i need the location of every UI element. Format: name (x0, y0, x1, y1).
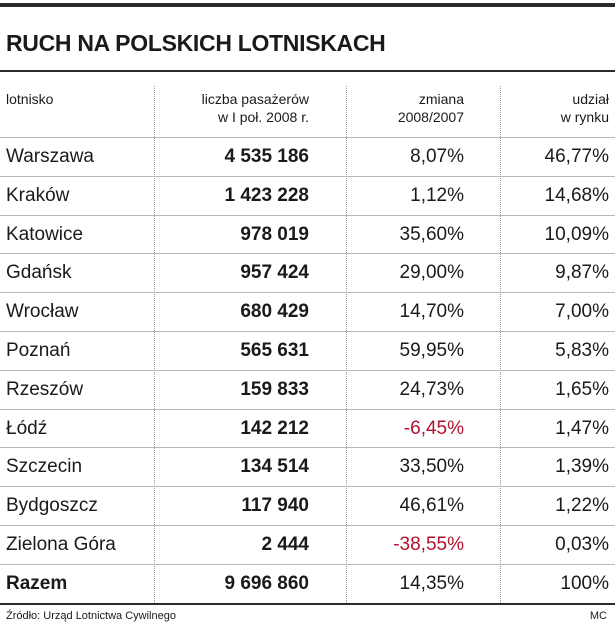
passengers-cell: 680 429 (240, 301, 309, 323)
table-row (0, 215, 615, 254)
table-row (0, 176, 615, 215)
data-table (0, 137, 615, 603)
header-passengers: liczba pasażerów w I poł. 2008 r. (201, 91, 309, 125)
change-cell: 33,50% (399, 456, 464, 478)
share-cell: 1,65% (555, 378, 609, 400)
table-row (0, 137, 615, 176)
airport-cell: Razem (6, 572, 68, 594)
table-row (0, 409, 615, 448)
airport-cell: Warszawa (6, 146, 94, 167)
passengers-cell: 2 444 (261, 533, 309, 555)
header-change: zmiana 2008/2007 (397, 91, 464, 125)
title-rule (0, 70, 615, 72)
change-cell: 14,70% (399, 301, 464, 323)
airport-cell: Katowice (6, 223, 84, 245)
table-row (0, 331, 615, 370)
top-rule (0, 3, 615, 7)
share-cell: 10,09% (544, 223, 609, 245)
author-credit: MC (589, 610, 607, 622)
table-row (0, 447, 615, 486)
airport-cell: Łódź (6, 417, 48, 439)
passengers-cell: 134 514 (240, 456, 309, 478)
passengers-cell: 978 019 (240, 223, 309, 245)
airport-cell: Bydgoszcz (6, 495, 98, 517)
airport-cell: Rzeszów (6, 378, 84, 400)
airport-cell: Szczecin (6, 456, 83, 478)
share-cell: 1,47% (555, 417, 609, 439)
change-cell: 8,07% (410, 146, 464, 167)
change-cell: 59,95% (399, 339, 464, 361)
header-share: udział w rynku (560, 91, 609, 125)
airport-cell: Gdańsk (6, 262, 72, 284)
change-cell: 1,12% (410, 184, 464, 206)
share-cell: 100% (560, 572, 609, 594)
table-row (0, 486, 615, 525)
source-note: Źródło: Urząd Lotnictwa Cywilnego (6, 610, 176, 622)
change-cell: 35,60% (399, 223, 464, 245)
share-cell: 14,68% (544, 184, 609, 206)
table-row (0, 253, 615, 292)
share-cell: 46,77% (544, 146, 609, 167)
change-cell: -6,45% (403, 417, 464, 439)
table-row (0, 370, 615, 409)
share-cell: 1,22% (555, 495, 609, 517)
change-cell: 29,00% (399, 262, 464, 284)
chart-title: RUCH NA POLSKICH LOTNISKACH (6, 30, 386, 56)
share-cell: 7,00% (555, 301, 609, 323)
passengers-cell: 565 631 (240, 339, 309, 361)
passengers-cell: 4 535 186 (224, 146, 309, 167)
passengers-cell: 142 212 (240, 417, 309, 439)
table-row (0, 292, 615, 331)
change-cell: 46,61% (399, 495, 464, 517)
change-cell: 14,35% (399, 572, 464, 594)
passengers-cell: 117 940 (241, 495, 309, 517)
bottom-rule (0, 603, 615, 605)
passengers-cell: 159 833 (240, 378, 309, 400)
passengers-cell: 957 424 (240, 262, 309, 284)
share-cell: 9,87% (555, 262, 609, 284)
airport-cell: Zielona Góra (6, 533, 116, 555)
change-cell: -38,55% (393, 533, 464, 555)
share-cell: 5,83% (555, 339, 609, 361)
change-cell: 24,73% (399, 378, 464, 400)
share-cell: 0,03% (555, 533, 609, 555)
table-row (0, 525, 615, 564)
passengers-cell: 1 423 228 (224, 184, 309, 206)
airport-cell: Kraków (6, 184, 70, 206)
header-airport: lotnisko (6, 91, 54, 107)
total-row (0, 564, 615, 603)
airport-cell: Wrocław (6, 301, 79, 323)
share-cell: 1,39% (555, 456, 609, 478)
airport-cell: Poznań (6, 339, 71, 361)
passengers-cell: 9 696 860 (224, 572, 309, 594)
